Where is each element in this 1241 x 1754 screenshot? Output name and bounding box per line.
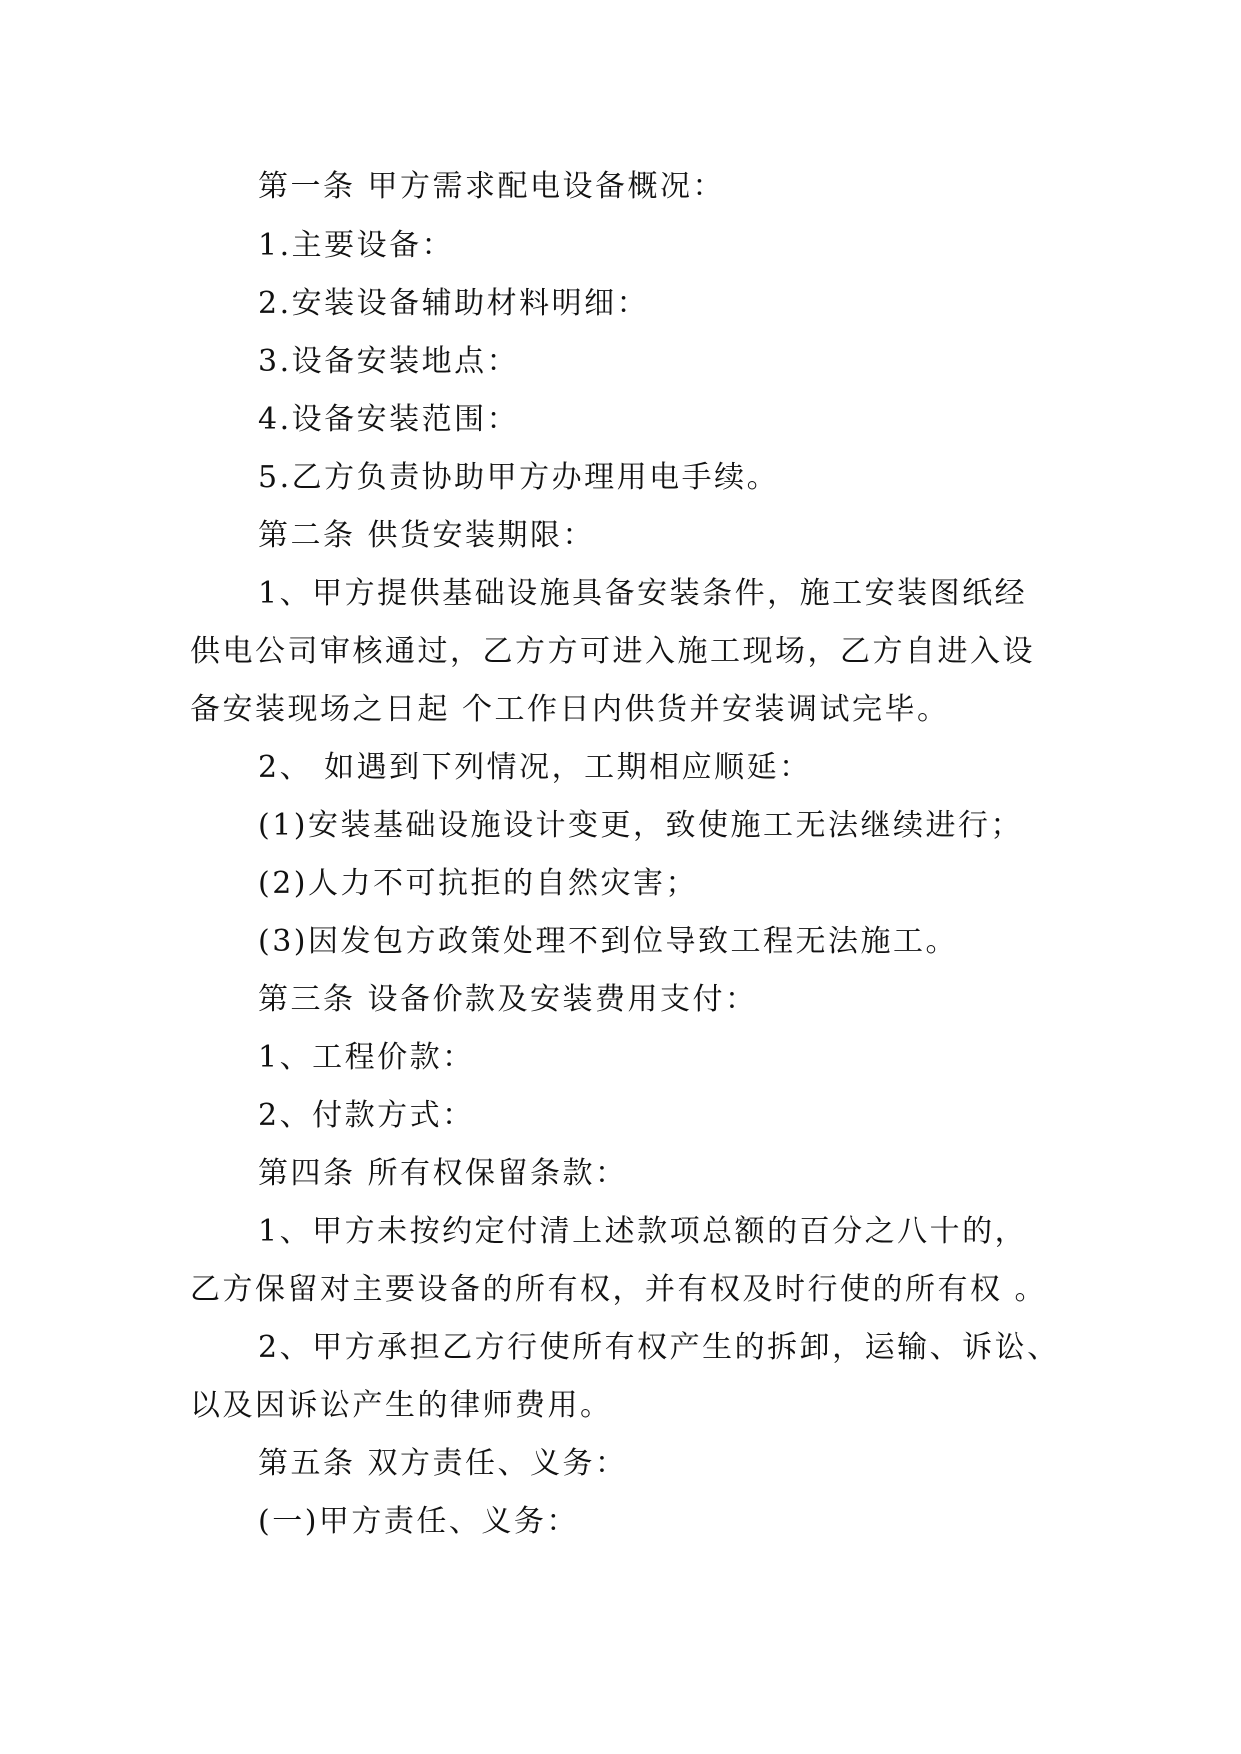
article-3-heading: 第三条 设备价款及安装费用支付： xyxy=(258,982,758,1017)
paragraph-line: 2、 如遇到下列情况，工期相应顺延： xyxy=(258,750,812,785)
article-5-heading: 第五条 双方责任、义务： xyxy=(258,1446,628,1481)
article-2-heading: 第二条 供货安装期限： xyxy=(258,518,596,553)
paragraph-line: 以及因诉讼产生的律师费用。 xyxy=(190,1388,613,1423)
list-item: 5.乙方负责协助甲方办理用电手续。 xyxy=(258,460,780,495)
list-item: 2.安装设备辅助材料明细： xyxy=(258,286,650,321)
paragraph-line: 2、甲方承担乙方行使所有权产生的拆卸，运输、诉讼、 xyxy=(258,1330,1060,1365)
list-item: 4.设备安装范围： xyxy=(258,402,520,437)
article-1-heading: 第一条 甲方需求配电设备概况： xyxy=(258,169,726,204)
list-item: (3)因发包方政策处理不到位导致工程无法施工。 xyxy=(258,924,958,959)
list-item: (1)安装基础设施设计变更，致使施工无法继续进行； xyxy=(258,808,1023,843)
list-item: 2、付款方式： xyxy=(258,1098,475,1133)
list-item: (2)人力不可抗拒的自然灾害； xyxy=(258,866,698,901)
list-item: 3.设备安装地点： xyxy=(258,344,520,379)
paragraph-line: 供电公司审核通过，乙方方可进入施工现场，乙方自进入设 xyxy=(190,634,1035,669)
list-item: 1、工程价款： xyxy=(258,1040,475,1075)
paragraph-line: 1、甲方未按约定付清上述款项总额的百分之八十的， xyxy=(258,1214,1028,1249)
paragraph-line: 1、甲方提供基础设施具备安装条件，施工安装图纸经 xyxy=(258,576,1028,611)
paragraph-line: 备安装现场之日起 个工作日内供货并安装调试完毕。 xyxy=(190,692,950,727)
list-item: (一)甲方责任、义务： xyxy=(258,1504,579,1539)
article-4-heading: 第四条 所有权保留条款： xyxy=(258,1156,628,1191)
paragraph-line: 乙方保留对主要设备的所有权，并有权及时行使的所有权 。 xyxy=(190,1272,1048,1307)
list-item: 1.主要设备： xyxy=(258,228,455,263)
